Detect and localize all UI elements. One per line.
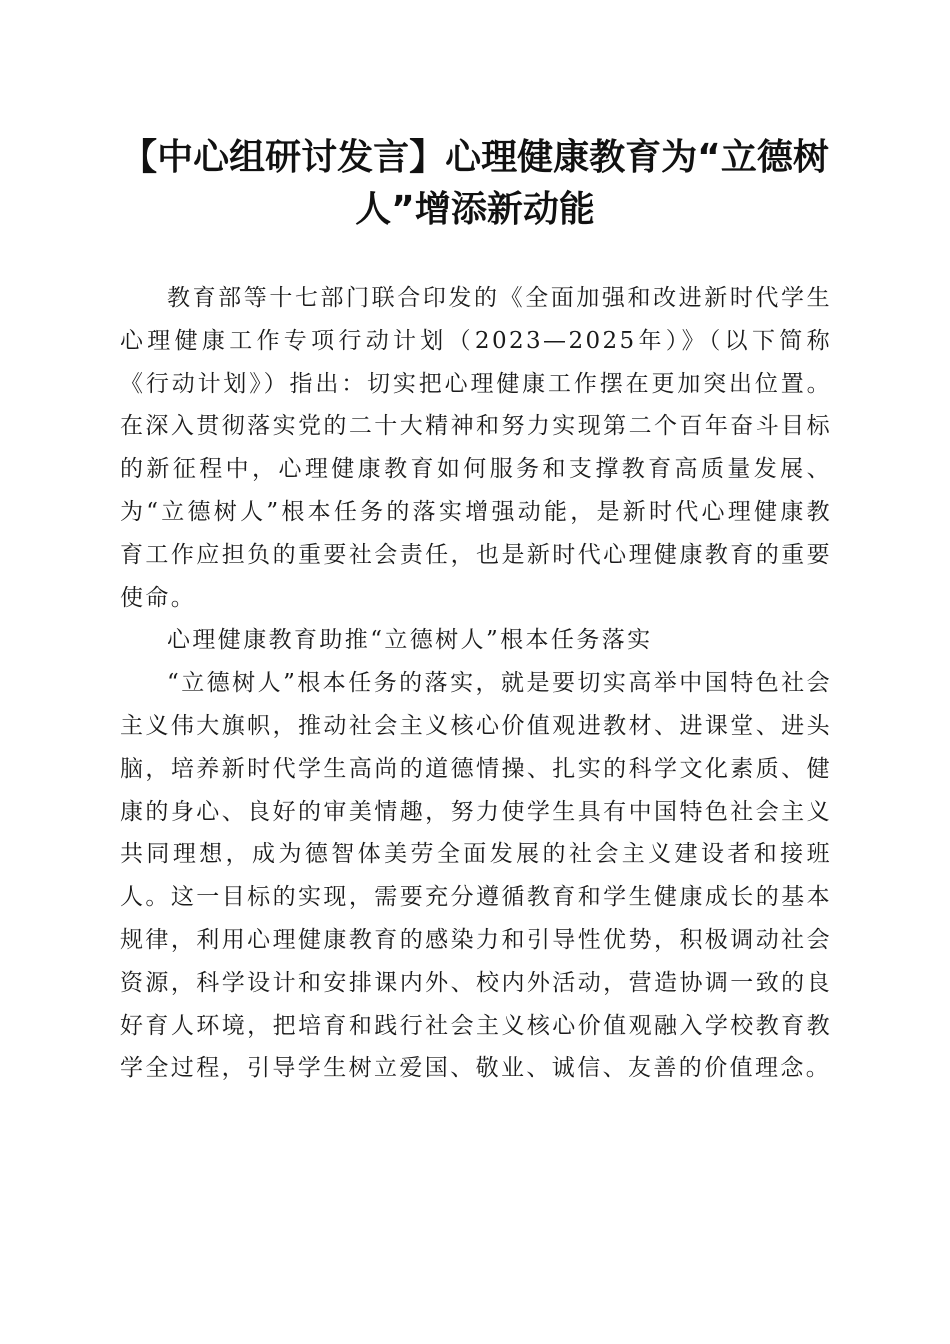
document-title (100, 132, 850, 236)
paragraph-intro: 教育部等十七部门联合印发的《全面加强和改进新时代学生心理健康工作专项行动计划（2023—2025年）》（以下简称《行动计划》）指出：切实把心理健康工作摆在更加突出位置。在深入贯彻落实党的二十大精神和努力实现第二个百年奋斗目标的新征程中，心理健康教育如何服务和支撑教育高质量发展、为“立德树人”根本任务的落实增强动能，是新时代心理健康教育工作应担负的重要社会责任，也是新时代心理健康教育的重要使命。 (120, 285, 832, 611)
section-heading: 心理健康教育助推“立德树人”根本任务落实 (167, 627, 653, 654)
paragraph-section-body: “立德树人”根本任务的落实，就是要切实高举中国特色社会主义伟大旗帜，推动社会主义核心价值观进教材、进课堂、进头脑，培养新时代学生高尚的道德情操、扎实的科学文化素质、健康的身心、良好的审美情趣，努力使学生具有中国特色社会主义共同理想，成为德智体美劳全面发展的社会主义建设者和接班人。这一目标的实现，需要充分遵循教育和学生健康成长的基本规律，利用心理健康教育的感染力和引导性优势，积极调动社会资源，科学设计和安排课内外、校内外活动，营造协调一致的良好育人环境，把培育和践行社会主义核心价值观融入学校教育教学全过程，引导学生树立爱国、敬业、诚信、友善的价值理念。 (120, 670, 832, 1082)
title-line-2: 人”增添新动能 (355, 189, 595, 230)
title-line-1: 【中心组研讨发言】心理健康教育为“立德树 (121, 137, 829, 178)
document-body (120, 277, 832, 1090)
